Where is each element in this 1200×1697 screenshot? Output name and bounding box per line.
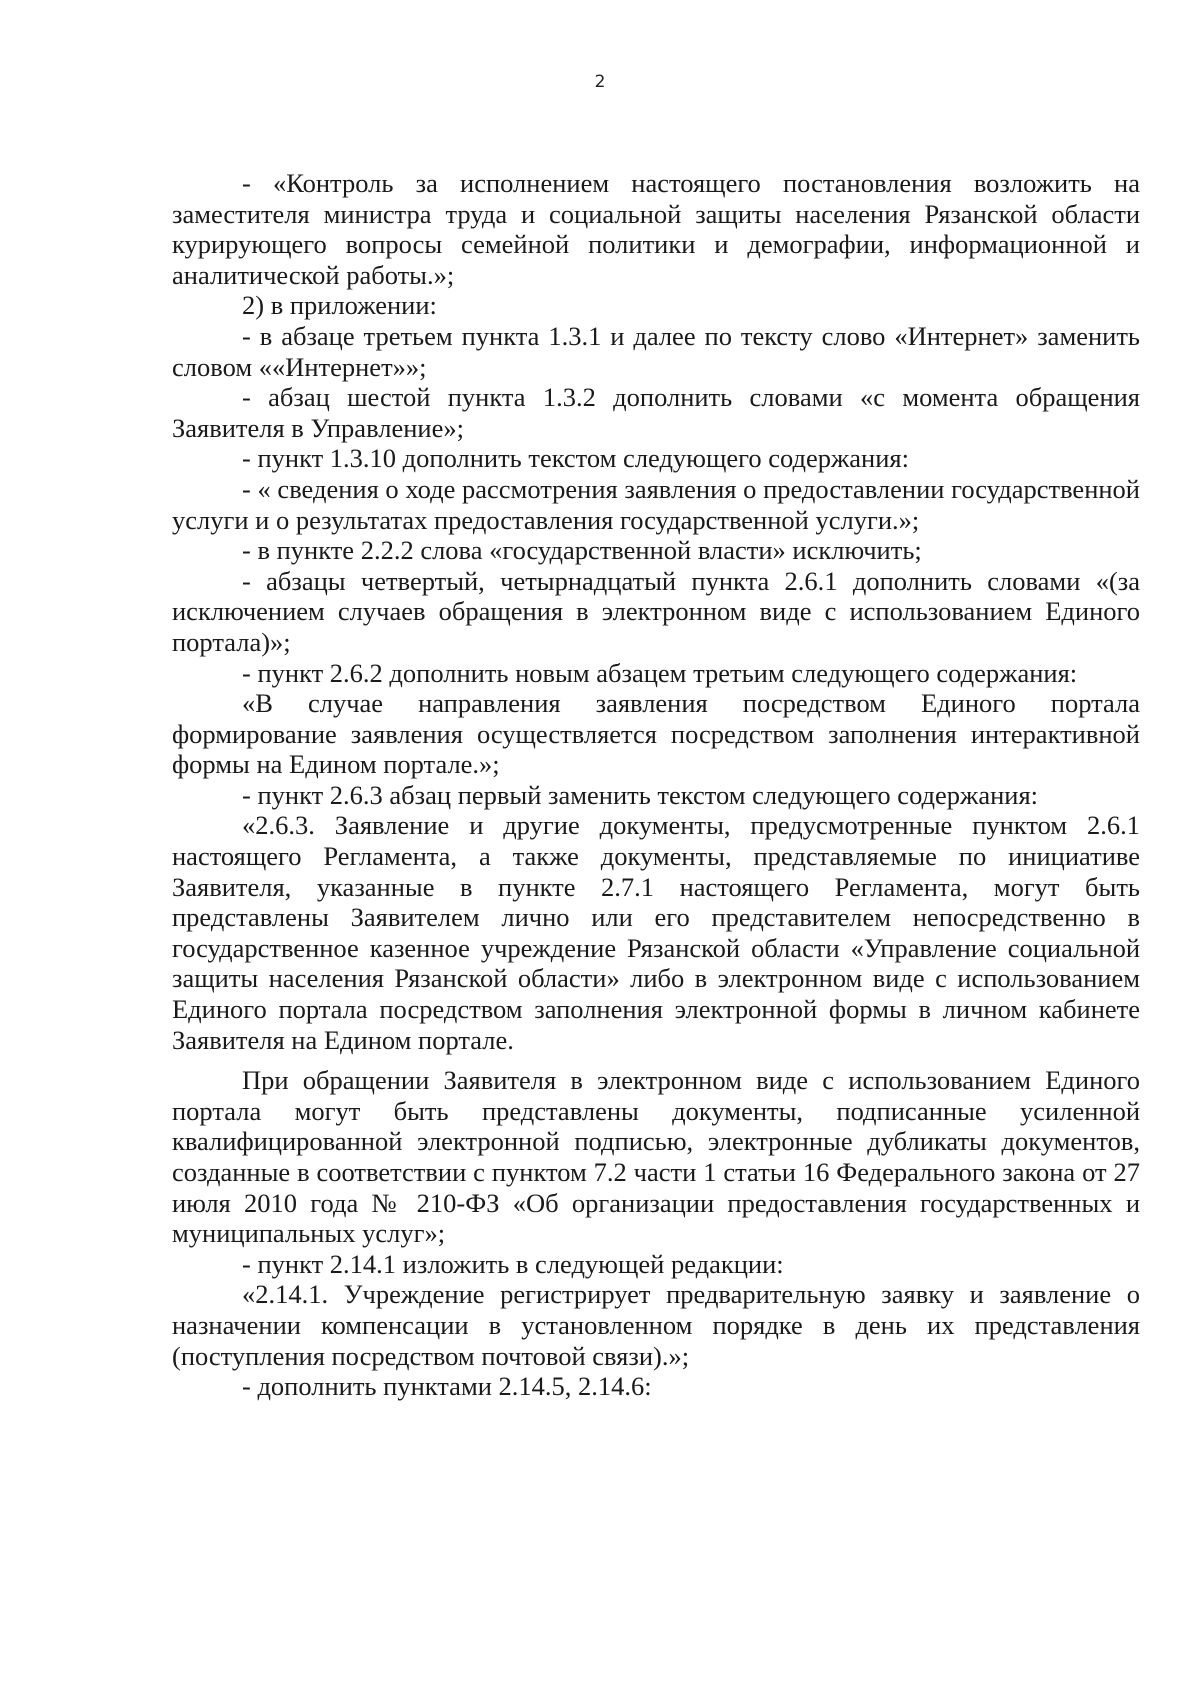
- document-body: [172, 168, 1140, 1402]
- paragraph: - «Контроль за исполнением настоящего постановления возложить на заместителя министра труда и социальной защиты населения Рязанской области курирующего вопросы семейной политики и демографии, информационной и аналитической работы.»;: [172, 168, 1140, 290]
- paragraph: «В случае направления заявления посредством Единого портала формирование заявления осуществляется посредством заполнения интерактивной формы на Едином портале.»;: [172, 688, 1140, 780]
- paragraph: При обращении Заявителя в электронном виде с использованием Единого портала могут быть представлены документы, подписанные усиленной квалифицированной электронной подписью, электронные дубликаты документов, созданные в соответствии с пунктом 7.2 части 1 статьи 16 Федерального закона от 27 июля 2010 года № 210-ФЗ «Об организации предоставления государственных и муниципальных услуг»;: [172, 1065, 1140, 1249]
- paragraph: - пункт 2.14.1 изложить в следующей редакции:: [242, 1248, 784, 1279]
- paragraph: - пункт 2.6.3 абзац первый заменить текстом следующего содержания:: [242, 779, 1039, 810]
- paragraph: - « сведения о ходе рассмотрения заявления о предоставлении государственной услуги и о результатах предоставления государственной услуги.»;: [172, 473, 1140, 535]
- paragraph: - абзацы четвертый, четырнадцатый пункта 2.6.1 дополнить словами «(за исключением случаев обращения в электронном виде с использованием Единого портала)»;: [172, 565, 1140, 657]
- paragraph: - пункт 2.6.2 дополнить новым абзацем третьим следующего содержания:: [242, 657, 1078, 688]
- paragraph: - в пункте 2.2.2 слова «государственной власти» исключить;: [242, 535, 922, 566]
- paragraph: - дополнить пунктами 2.14.5, 2.14.6:: [242, 1371, 652, 1402]
- paragraph: «2.14.1. Учреждение регистрирует предварительную заявку и заявление о назначении компенсации в установленном порядке в день их представления (поступления посредством почтовой связи).»;: [172, 1279, 1140, 1371]
- paragraph: «2.6.3. Заявление и другие документы, предусмотренные пунктом 2.6.1 настоящего Регламента, а также документы, представляемые по инициативе Заявителя, указанные в пункте 2.7.1 настоящего Регламента, могут быть представлены Заявителем лично или его представителем непосредственно в государственное казенное учреждение Рязанской области «Управление социальной защиты населения Рязанской области» либо в электронном виде с использованием Единого портала посредством заполнения электронной формы в личном кабинете Заявителя на Едином портале.: [172, 810, 1140, 1055]
- paragraph: - пункт 1.3.10 дополнить текстом следующего содержания:: [242, 443, 909, 474]
- paragraph: - абзац шестой пункта 1.3.2 дополнить словами «с момента обращения Заявителя в Управление»;: [172, 382, 1140, 443]
- paragraph: - в абзаце третьем пункта 1.3.1 и далее по тексту слово «Интернет» заменить словом ««Интернет»»;: [172, 320, 1140, 382]
- page-number: 2: [594, 72, 606, 92]
- paragraph: 2) в приложении:: [242, 290, 437, 321]
